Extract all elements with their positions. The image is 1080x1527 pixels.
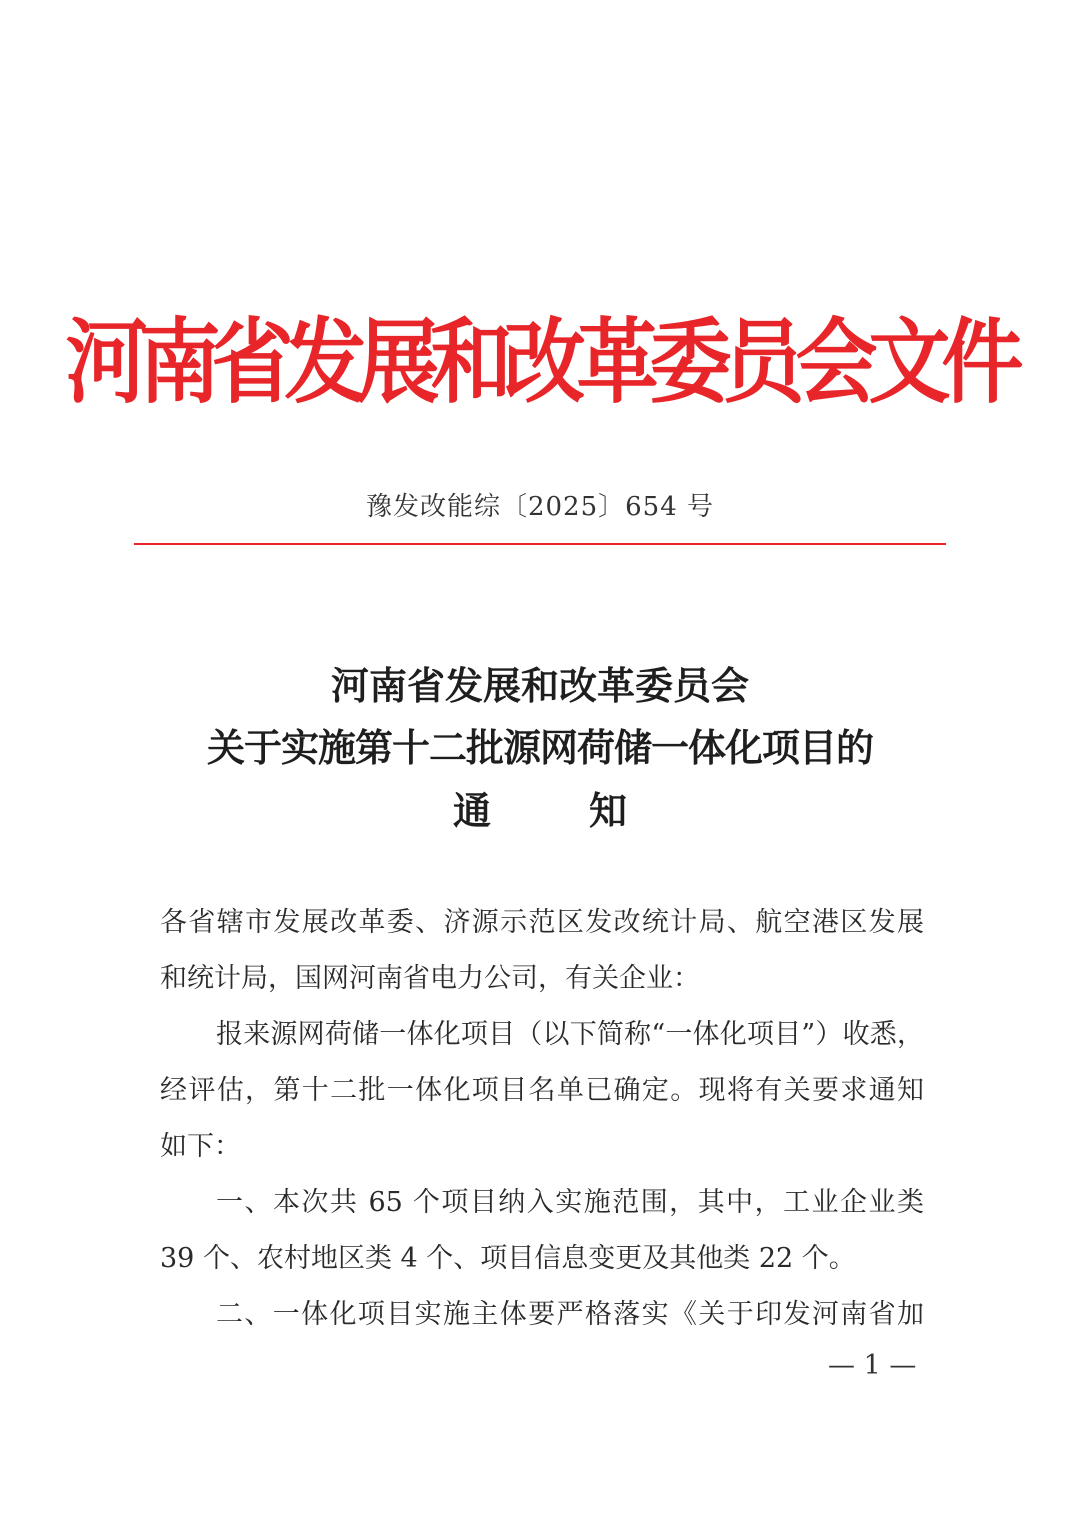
item-2-line-1: 二、一体化项目实施主体要严格落实《关于印发河南省加 bbox=[216, 1299, 924, 1330]
document-number: 豫发改能综〔2025〕654 号 bbox=[365, 492, 715, 522]
paragraph-1-line-1: 报来源网荷储一体化项目（以下简称“一体化项目”）收悉， bbox=[216, 1019, 924, 1050]
item-1-line-1: 一、本次共 65 个项目纳入实施范围，其中，工业企业类 bbox=[216, 1187, 924, 1218]
paragraph-1-line-2: 经评估，第十二批一体化项目名单已确定。现将有关要求通知 bbox=[160, 1075, 924, 1106]
recipients-line-1: 各省辖市发展改革委、济源示范区发改统计局、航空港区发展 bbox=[160, 907, 924, 938]
paragraph-1-line-3: 如下： bbox=[160, 1131, 241, 1162]
issuer-title: 河南省发展和改革委员会文件 bbox=[65, 309, 1015, 417]
item-1-line-2: 39 个、农村地区类 4 个、项目信息变更及其他类 22 个。 bbox=[160, 1243, 856, 1274]
recipients-line-2: 和统计局，国网河南省电力公司，有关企业： bbox=[160, 963, 700, 994]
title-line-1: 河南省发展和改革委员会 bbox=[330, 663, 749, 708]
title-line-2: 关于实施第十二批源网荷储一体化项目的 bbox=[206, 725, 873, 770]
title-line-3 bbox=[0, 780, 1080, 835]
title-char-zhi: 知 bbox=[589, 788, 628, 833]
page-number: — 1 — bbox=[828, 1350, 917, 1381]
title-char-tong: 通 bbox=[452, 788, 491, 833]
red-divider bbox=[134, 543, 946, 545]
